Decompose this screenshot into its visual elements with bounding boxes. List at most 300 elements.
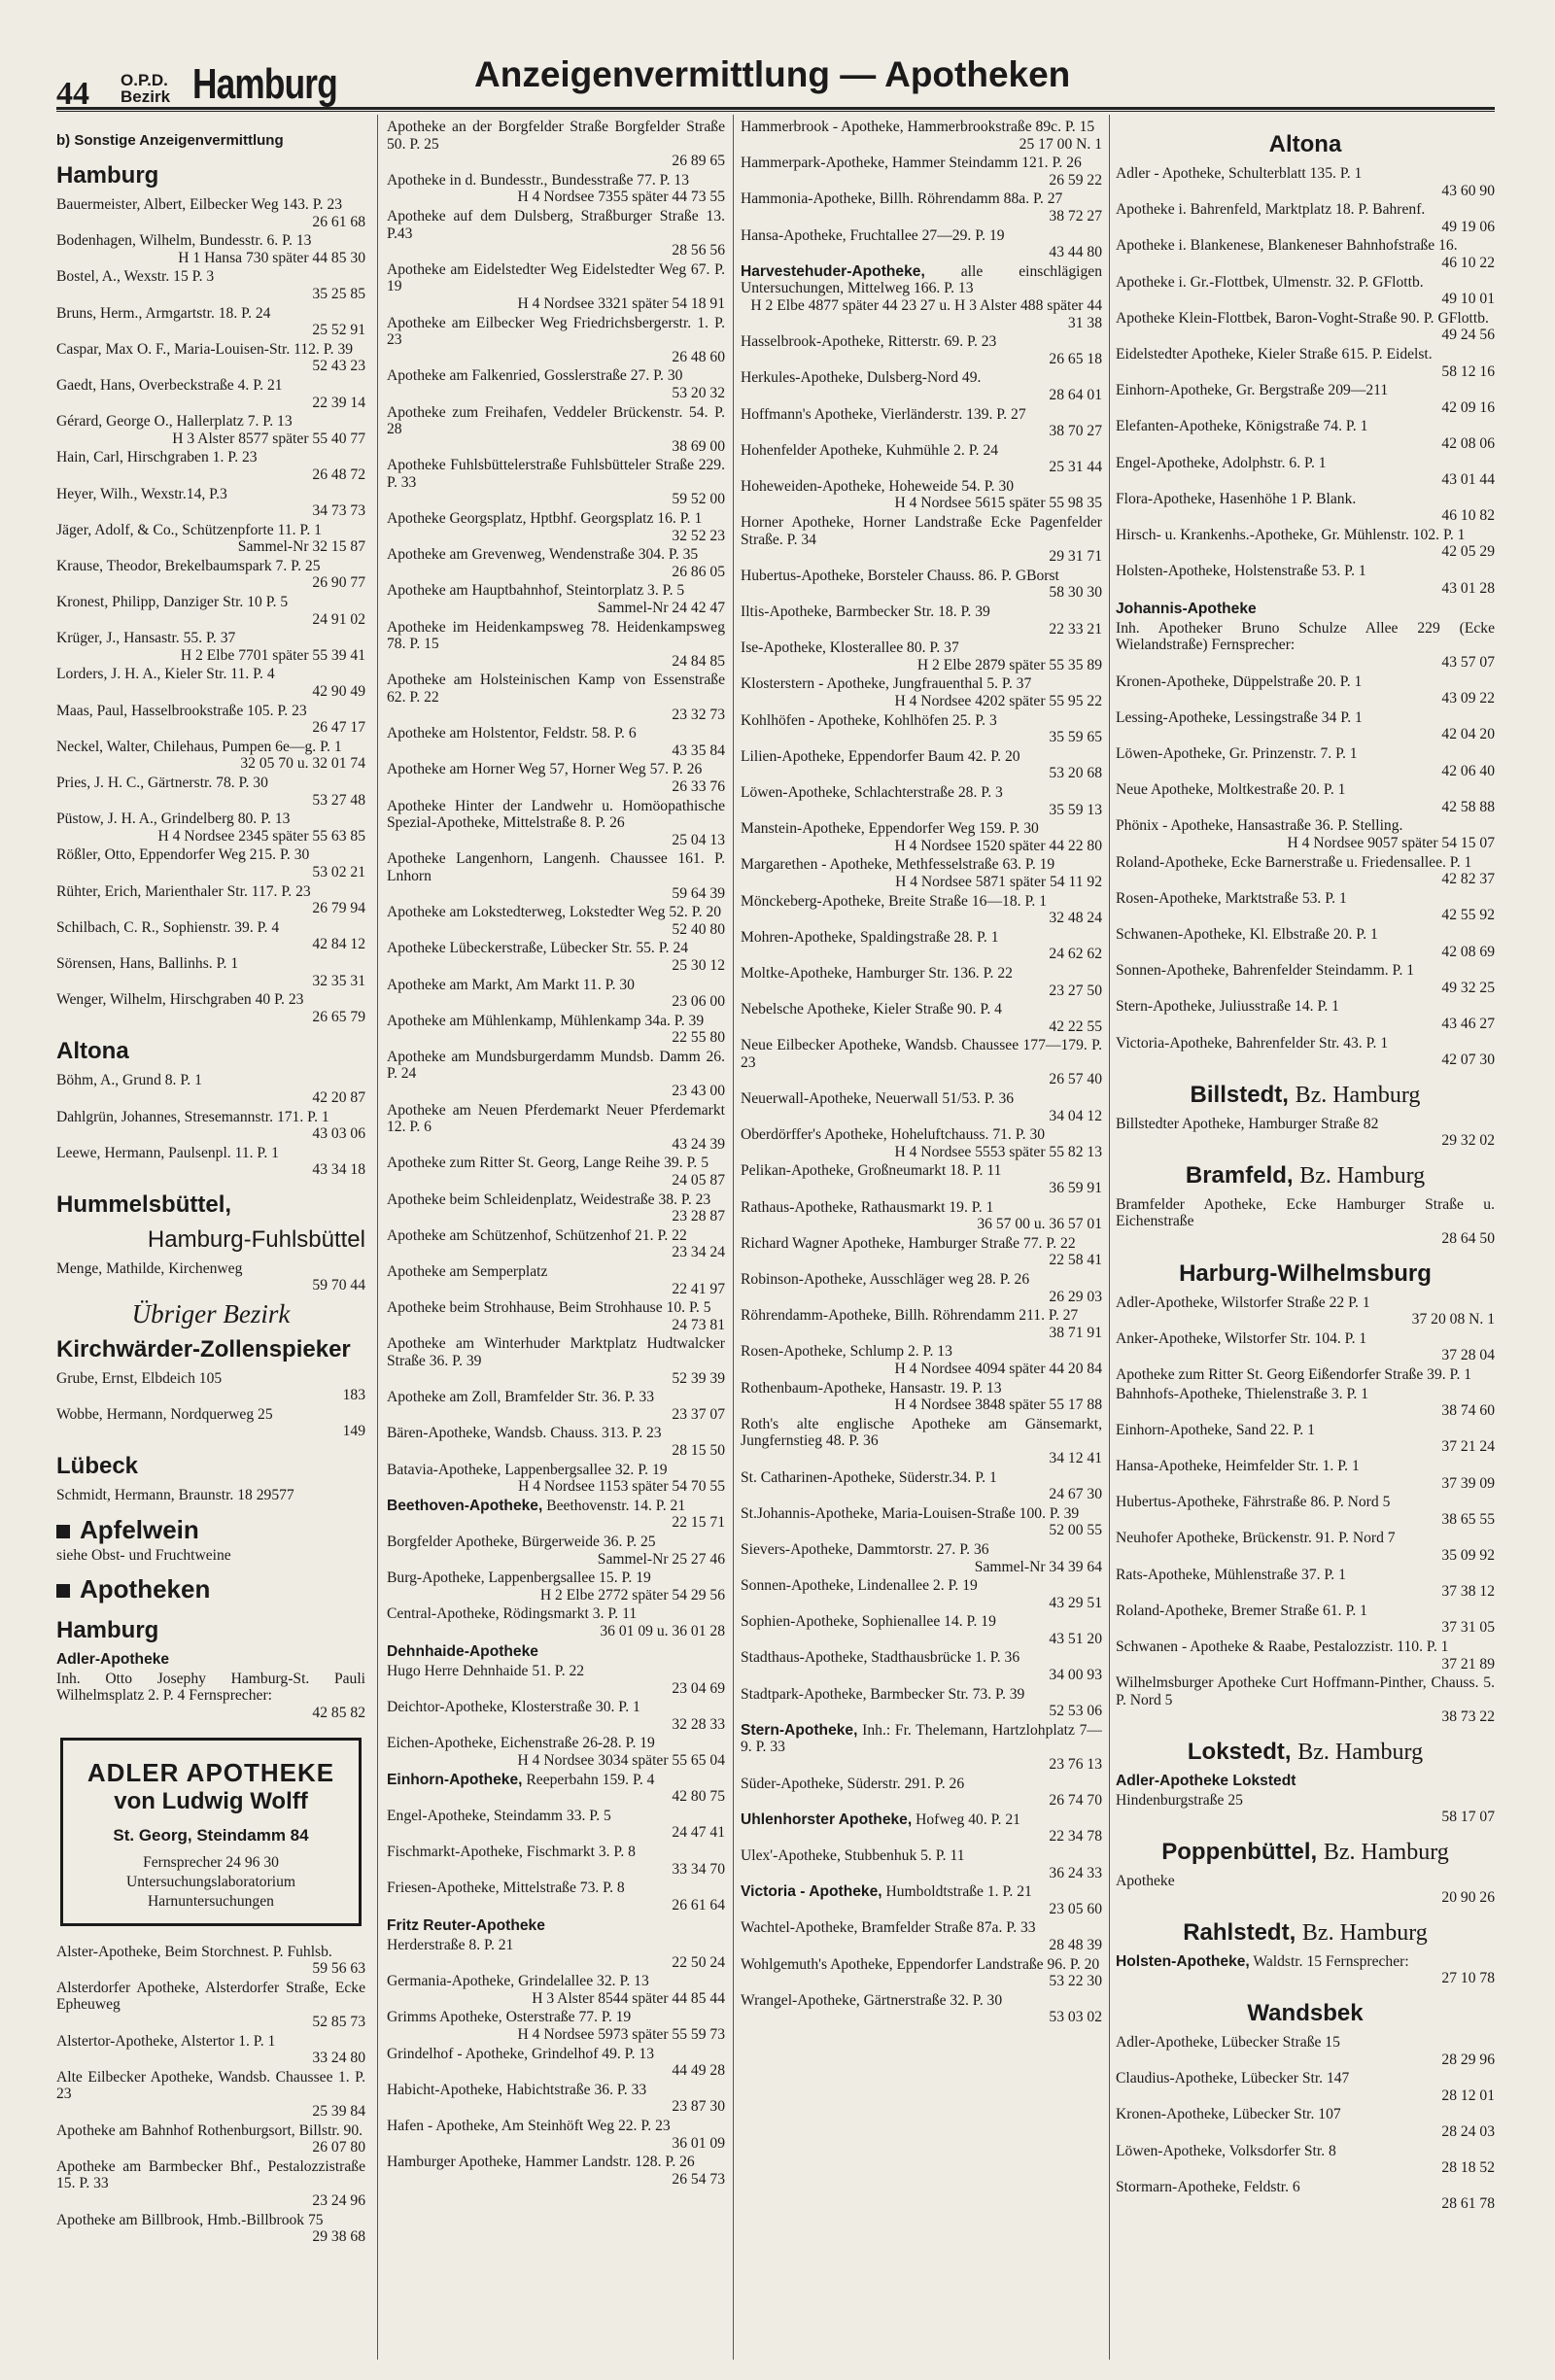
entry-text: Neue Apotheke, Moltkestraße 20. P. 1	[1116, 781, 1346, 799]
list-item	[387, 404, 725, 456]
entry-phone: 35 59 13	[1049, 801, 1102, 818]
entry-text: Wilhelmsburger Apotheke Curt Hoffmann-Pinther, Chauss. 5. P. Nord 5	[1116, 1674, 1495, 1708]
entry-phone: 36 24 33	[1049, 1864, 1102, 1881]
entry-phone: 26 65 79	[312, 1008, 365, 1025]
entry-phone: 59 56 63	[312, 1960, 365, 1978]
list-item	[56, 883, 365, 917]
entry-phone: 43 35 84	[672, 742, 725, 759]
entry-text: Apotheke am Eilbecker Weg Friedrichsbergerstr. 1. P. 23	[387, 314, 725, 349]
city-heading: Harburg-Wilhelmsburg	[1179, 1259, 1432, 1287]
list-item	[56, 196, 365, 230]
entry-text: Apotheke zum Ritter St. Georg Eißendorfer Straße 39. P. 1	[1116, 1366, 1472, 1384]
business-name: Dehnhaide-Apotheke	[387, 1643, 538, 1661]
entry-phone: 38 71 91	[1049, 1324, 1102, 1341]
entry-text: Apotheke im Heidenkampsweg 78. Heidenkampsweg 78. P. 15	[387, 618, 725, 653]
entry-phone: 42 08 06	[1441, 434, 1495, 452]
entry-phone: 24 47 41	[672, 1824, 725, 1842]
list-item	[1116, 563, 1495, 597]
entry-text: Hain, Carl, Hirschgraben 1. P. 23	[56, 449, 258, 466]
entry-phone: H 2 Elbe 2772 später 54 29 56	[539, 1586, 725, 1604]
list-item	[1116, 1953, 1495, 1987]
list-item	[56, 846, 365, 880]
entry-phone: 49 19 06	[1441, 218, 1495, 235]
list-item	[741, 478, 1102, 512]
header-rule	[56, 107, 1495, 110]
list-item	[56, 1145, 365, 1179]
entry-phone: H 4 Nordsee 7355 später 44 73 55	[517, 189, 725, 206]
entry-text: Habicht-Apotheke, Habichtstraße 36. P. 33	[387, 2081, 647, 2098]
entry-text: Apotheke Lübeckerstraße, Lübecker Str. 55. P. 24	[387, 940, 689, 957]
entry-phone: 43 34 18	[312, 1161, 365, 1179]
entry-text: Einhorn-Apotheke, Gr. Bergstraße 209—211	[1116, 382, 1389, 399]
entry-text: Hansa-Apotheke, Fruchtallee 27—29. P. 19	[741, 226, 1005, 244]
entry-text: Apotheke i. Bahrenfeld, Marktplatz 18. P. Bahrenf.	[1116, 201, 1426, 219]
entry-text: Deichtor-Apotheke, Klosterstraße 30. P. 1	[387, 1699, 640, 1716]
entry-text: Eidelstedter Apotheke, Kieler Straße 615. P. Eidelst.	[1116, 345, 1433, 362]
list-item	[741, 1776, 1102, 1810]
entry-text: alle einschlägigen Untersuchungen, Mittelweg 166. P. 13	[741, 262, 1102, 297]
list-item	[741, 1126, 1102, 1160]
entry-text: Hafen - Apotheke, Am Steinhöft Weg 22. P. 23	[387, 2117, 671, 2134]
entry-phone: 42 09 16	[1441, 398, 1495, 416]
list-item	[741, 1271, 1102, 1305]
city-name: Lokstedt,	[1187, 1738, 1292, 1765]
entry-text: Krause, Theodor, Brekelbaumspark 7. P. 25	[56, 557, 321, 574]
entry-name: Einhorn-Apotheke,	[387, 1771, 523, 1788]
entry-text: Apotheke	[1116, 1872, 1175, 1889]
entry-phone: 23 34 24	[672, 1244, 725, 1261]
entry-text: Phönix - Apotheke, Hansastraße 36. P. Stelling.	[1116, 817, 1403, 835]
entry-phone: 52 43 23	[312, 358, 365, 375]
entry-text: Schmidt, Hermann, Braunstr. 18 29577	[56, 1487, 294, 1504]
list-item	[1116, 781, 1495, 815]
list-item	[387, 619, 725, 671]
entry-text: Beethovenstr. 14. P. 21	[546, 1497, 686, 1514]
list-item	[1116, 962, 1495, 996]
list-item	[1116, 1366, 1495, 1384]
list-item	[1116, 418, 1495, 452]
entry-text: Bramfelder Apotheke, Ecke Hamburger Straße u. Eichenstraße	[1116, 1195, 1495, 1230]
list-item	[741, 965, 1102, 999]
entry-phone: 35 25 85	[312, 285, 365, 302]
list-item	[56, 558, 365, 592]
entry-text: Stern-Apotheke, Juliusstraße 14. P. 1	[1116, 998, 1339, 1016]
entry-phone: 24 73 81	[672, 1316, 725, 1333]
entry-phone: 42 04 20	[1441, 726, 1495, 743]
entry-text: Klosterstern - Apotheke, Jungfrauenthal 5. P. 37	[741, 675, 1032, 693]
entry-phone: 53 27 48	[312, 791, 365, 809]
entry-text: Kronen-Apotheke, Lübecker Str. 107	[1116, 2106, 1341, 2123]
entry-phone: 43 51 20	[1049, 1630, 1102, 1647]
entry-text: Herkules-Apotheke, Dulsberg-Nord 49.	[741, 369, 982, 387]
entry-text: Rothenbaum-Apotheke, Hansastr. 19. P. 13	[741, 1379, 1002, 1397]
entry-text: Burg-Apotheke, Lappenbergsallee 15. P. 19	[387, 1569, 651, 1587]
entry-text: Hasselbrook-Apotheke, Ritterstr. 69. P. 23	[741, 333, 997, 351]
column-2	[387, 119, 725, 2363]
entry-phone: H 2 Elbe 2879 später 55 35 89	[916, 656, 1102, 673]
entry-text: Kohlhöfen - Apotheke, Kohlhöfen 25. P. 3	[741, 711, 997, 729]
entry-phone: 26 65 18	[1049, 350, 1102, 367]
category-label: Apfelwein	[80, 1514, 199, 1544]
entry-phone: 35 59 65	[1049, 729, 1102, 746]
list-item	[1116, 1330, 1495, 1364]
list-item	[741, 1577, 1102, 1611]
list-item	[56, 1671, 365, 1722]
list-item	[741, 1380, 1102, 1414]
entry-phone: 35 09 92	[1441, 1546, 1495, 1564]
entry-phone: Sammel-Nr 25 27 46	[597, 1550, 725, 1568]
entry-text: Apotheke am Bahnhof Rothenburgsort, Billstr. 90.	[56, 2121, 363, 2139]
entry-text: Grimms Apotheke, Osterstraße 77. P. 19	[387, 2009, 632, 2026]
entry-phone: H 1 Hansa 730 später 44 85 30	[178, 249, 365, 266]
entry-text: Eichen-Apotheke, Eichenstraße 26-28. P. 19	[387, 1735, 655, 1752]
square-bullet-icon	[56, 1584, 70, 1598]
entry-text: Apotheke in d. Bundesstr., Bundesstraße 77. P. 13	[387, 171, 689, 189]
entry-phone: 36 01 09	[672, 2134, 725, 2152]
entry-phone: 23 43 00	[672, 1083, 725, 1100]
list-item	[1116, 998, 1495, 1032]
entry-phone: 33 34 70	[672, 1860, 725, 1878]
list-item	[56, 1944, 365, 1978]
list-item	[1116, 890, 1495, 924]
region-heading: Übriger Bezirk	[131, 1299, 291, 1329]
list-item	[741, 1090, 1102, 1124]
entry-phone: H 4 Nordsee 5615 später 55 98 35	[894, 495, 1102, 512]
entry-text: Engel-Apotheke, Adolphstr. 6. P. 1	[1116, 454, 1327, 471]
entry-phone: H 2 Elbe 7701 später 55 39 41	[180, 646, 365, 664]
entry-name: Harvestehuder-Apotheke,	[741, 262, 925, 280]
entry-text: Krüger, J., Hansastr. 55. P. 37	[56, 630, 236, 647]
city-district: Bz. Hamburg	[1295, 1082, 1421, 1108]
list-item	[1116, 1638, 1495, 1673]
entry-text: Kronen-Apotheke, Düppelstraße 20. P. 1	[1116, 673, 1363, 690]
entry-phone: 36 01 09 u. 36 01 28	[600, 1622, 725, 1639]
list-item	[741, 1722, 1102, 1774]
entry-text: Billstedter Apotheke, Hamburger Straße 82	[1116, 1115, 1379, 1132]
list-item	[1116, 1603, 1495, 1637]
entry-text: Hindenburgstraße 25	[1116, 1791, 1243, 1809]
entry-text: Elefanten-Apotheke, Königstraße 74. P. 1	[1116, 418, 1368, 435]
list-item	[56, 2212, 365, 2246]
entry-text: Wohlgemuth's Apotheke, Eppendorfer Landstraße 96. P. 20	[741, 1955, 1100, 1973]
entry-text: Hugo Herre Dehnhaide 51. P. 22	[387, 1663, 585, 1680]
entry-phone: 37 20 08 N. 1	[1411, 1311, 1495, 1328]
list-item	[387, 1569, 725, 1604]
city-heading: Hamburg	[56, 162, 159, 189]
list-item	[387, 1102, 725, 1154]
list-item	[387, 1880, 725, 1914]
entry-phone: 23 24 96	[312, 2191, 365, 2209]
list-item	[741, 675, 1102, 709]
list-item	[387, 2118, 725, 2152]
entry-phone: 37 21 24	[1441, 1438, 1495, 1456]
entry-phone: H 4 Nordsee 4094 später 44 20 84	[894, 1360, 1102, 1377]
list-item	[741, 333, 1102, 367]
city-heading	[1116, 1081, 1495, 1110]
city-name: Billstedt,	[1190, 1081, 1289, 1108]
entry-name: Beethoven-Apotheke,	[387, 1497, 543, 1514]
subsection-heading: b) Sonstige Anzeigenvermittlung	[56, 132, 284, 149]
list-item	[741, 1883, 1102, 1917]
list-item	[56, 522, 365, 556]
entry-phone: 44 49 28	[672, 2062, 725, 2080]
entry-phone: 22 39 14	[312, 394, 365, 411]
entry-phone: 32 05 70 u. 32 01 74	[240, 755, 365, 773]
list-item	[741, 227, 1102, 261]
list-item	[1116, 854, 1495, 888]
entry-text: Sievers-Apotheke, Dammtorstr. 27. P. 36	[741, 1540, 989, 1558]
entry-text: Kronest, Philipp, Danziger Str. 10 P. 5	[56, 594, 289, 611]
entry-text: Apotheke am Zoll, Bramfelder Str. 36. P. 33	[387, 1389, 655, 1406]
entry-text: Apotheke am Falkenried, Gosslerstraße 27. P. 30	[387, 367, 683, 385]
city-name: Poppenbüttel,	[1161, 1838, 1318, 1865]
list-item	[56, 2158, 365, 2210]
list-item	[1116, 310, 1495, 344]
list-item	[387, 367, 725, 401]
entry-phone: 46 10 22	[1441, 254, 1495, 271]
entry-phone: 22 50 24	[672, 1953, 725, 1971]
header-rule-thin	[56, 111, 1495, 112]
city-heading: Hamburg	[56, 1617, 159, 1644]
entry-text: Grindelhof - Apotheke, Grindelhof 49. P. 13	[387, 2045, 655, 2062]
entry-text: Hubertus-Apotheke, Borsteler Chauss. 86. P. GBorst	[741, 567, 1059, 584]
entry-text: Apotheke Langenhorn, Langenh. Chaussee 161. P. Lnhorn	[387, 850, 725, 884]
entry-phone: 28 64 50	[1441, 1230, 1495, 1248]
entry-text: Gérard, George O., Hallerplatz 7. P. 13	[56, 413, 293, 431]
list-item	[1116, 1196, 1495, 1248]
entry-phone: 32 48 24	[1049, 910, 1102, 927]
entry-text: Neckel, Walter, Chilehaus, Pumpen 6e—g. P. 1	[56, 738, 342, 755]
entry-phone: 28 56 56	[672, 242, 725, 259]
list-item	[741, 820, 1102, 854]
entry-phone: 29 32 02	[1441, 1132, 1495, 1150]
entry-text: Apotheke am Semperplatz	[387, 1263, 548, 1280]
entry-phone: 43 03 06	[312, 1125, 365, 1143]
column-4	[1116, 119, 1495, 2363]
list-item	[56, 2033, 365, 2067]
entry-text: Ulex'-Apotheke, Stubbenhuk 5. P. 11	[741, 1847, 965, 1864]
entry-phone: 26 47 17	[312, 719, 365, 737]
list-item	[741, 1037, 1102, 1088]
entry-text: Apotheke am Holstentor, Feldstr. 58. P. 6	[387, 725, 637, 742]
entry-phone: 24 05 87	[672, 1172, 725, 1190]
entry-phone: H 4 Nordsee 3034 später 55 65 04	[517, 1752, 725, 1770]
entry-text: Lilien-Apotheke, Eppendorfer Baum 42. P. 20	[741, 747, 1020, 765]
list-item	[1116, 1116, 1495, 1150]
entry-text: Wobbe, Hermann, Nordquerweg 25	[56, 1405, 273, 1423]
entry-text: Flora-Apotheke, Hasenhöhe 1 P. Blank.	[1116, 490, 1357, 507]
list-item	[56, 775, 365, 809]
list-item	[387, 1462, 725, 1496]
list-item	[741, 1162, 1102, 1196]
list-item	[741, 1001, 1102, 1035]
entry-phone: 26 48 72	[312, 466, 365, 483]
advertisement-box	[60, 1738, 362, 1926]
list-item	[1116, 1567, 1495, 1601]
list-item	[741, 893, 1102, 927]
entry-phone: 49 10 01	[1441, 291, 1495, 308]
entry-text: Einhorn-Apotheke, Sand 22. P. 1	[1116, 1421, 1315, 1438]
entry-text: Apotheke am Holsteinischen Kamp von Essenstraße 62. P. 22	[387, 672, 725, 706]
list-item	[741, 1416, 1102, 1467]
entry-text: Horner Apotheke, Horner Landstraße Ecke Pagenfelder Straße. P. 34	[741, 514, 1102, 548]
entry-phone: 26 61 68	[312, 213, 365, 230]
entry-phone: 53 02 21	[312, 863, 365, 880]
entry-name: Victoria - Apotheke,	[741, 1883, 882, 1901]
entry-text: Alster-Apotheke, Beim Storchnest. P. Fuhlsb.	[56, 1943, 332, 1960]
entry-text: Lessing-Apotheke, Lessingstraße 34 P. 1	[1116, 708, 1363, 726]
entry-phone: 46 10 82	[1441, 507, 1495, 525]
entry-phone: 26 74 70	[1049, 1792, 1102, 1810]
entry-phone: 23 27 50	[1049, 982, 1102, 999]
entry-text: Batavia-Apotheke, Lappenbergsallee 32. P. 19	[387, 1461, 668, 1478]
entry-phone: 25 04 13	[672, 831, 725, 848]
entry-text: Apotheke am Winterhuder Marktplatz Hudtwalcker Straße 36. P. 39	[387, 1335, 725, 1369]
entry-phone: 52 53 06	[1049, 1703, 1102, 1720]
list-item	[56, 1072, 365, 1106]
list-item	[741, 1811, 1102, 1845]
entry-phone: 42 85 82	[312, 1705, 365, 1721]
list-item	[1116, 709, 1495, 743]
entry-text: Hammerbrook - Apotheke, Hammerbrookstraße 89c. P. 15	[741, 119, 1095, 135]
entry-phone: 37 38 12	[1441, 1583, 1495, 1601]
list-item	[56, 666, 365, 700]
city-name: Rahlstedt,	[1183, 1918, 1296, 1946]
entry-phone: 32 35 31	[312, 972, 365, 989]
entry-phone: 43 01 28	[1441, 579, 1495, 597]
list-item	[1116, 1530, 1495, 1564]
entry-phone: 26 33 76	[672, 777, 725, 795]
entry-phone: 37 28 04	[1441, 1347, 1495, 1364]
ad-phone: Fernsprecher 24 96 30	[143, 1853, 279, 1871]
entry-text: Apotheke Fuhlsbüttelerstraße Fuhlsbütteler Straße 229. P. 33	[387, 457, 725, 491]
city-heading: Altona	[1268, 131, 1342, 157]
list-item	[741, 856, 1102, 890]
entry-text: Adler - Apotheke, Schulterblatt 135. P. 1	[1116, 165, 1363, 182]
entry-phone: 38 72 27	[1049, 207, 1102, 224]
entry-phone: 26 61 64	[672, 1896, 725, 1914]
entry-text: Apotheke am Schützenhof, Schützenhof 21. P. 22	[387, 1226, 687, 1244]
list-item	[1116, 1494, 1495, 1528]
entry-phone: H 4 Nordsee 3321 später 54 18 91	[517, 294, 725, 312]
ad-service: Untersuchungslaboratorium	[125, 1873, 296, 1890]
entry-phone: 22 41 97	[672, 1280, 725, 1297]
list-item	[1116, 745, 1495, 779]
entry-text: Caspar, Max O. F., Maria-Louisen-Str. 112. P. 39	[56, 340, 354, 358]
city-heading	[1116, 1161, 1495, 1190]
entry-text: Menge, Mathilde, Kirchenweg	[56, 1259, 243, 1277]
entry-text: Waldstr. 15 Fernsprecher:	[1253, 1952, 1409, 1970]
list-item	[741, 1992, 1102, 2026]
entry-phone: H 4 Nordsee 3848 später 55 17 88	[894, 1397, 1102, 1414]
list-item	[1116, 1422, 1495, 1456]
city-district: Bz. Hamburg	[1297, 1739, 1424, 1765]
entry-text: Püstow, J. H. A., Grindelberg 80. P. 13	[56, 811, 291, 828]
list-item	[387, 1973, 725, 2007]
entry-text: Apotheke Klein-Flottbek, Baron-Voght-Straße 90. P. GFlottb.	[1116, 309, 1489, 327]
entry-text: Sörensen, Hans, Ballinhs. P. 1	[56, 954, 239, 972]
entry-text: Apotheke am Horner Weg 57, Horner Weg 57. P. 26	[387, 761, 703, 778]
list-item	[1116, 274, 1495, 308]
entry-phone: 53 20 32	[672, 384, 725, 401]
entry-phone: H 4 Nordsee 1153 später 54 70 55	[518, 1478, 725, 1496]
entry-text: Bodenhagen, Wilhelm, Bundesstr. 6. P. 13	[56, 232, 312, 250]
entry-text: Leewe, Hermann, Paulsenpl. 11. P. 1	[56, 1144, 279, 1161]
entry-phone: 38 65 55	[1441, 1510, 1495, 1528]
list-item	[1116, 817, 1495, 851]
list-item	[387, 1299, 725, 1333]
business-name: Fritz Reuter-Apotheke	[387, 1917, 545, 1935]
list-item	[56, 268, 365, 302]
entry-text: Apotheke am Hauptbahnhof, Steintorplatz 3. P. 5	[387, 582, 685, 600]
entry-phone: 43 29 51	[1049, 1594, 1102, 1611]
entry-text: Neue Eilbecker Apotheke, Wandsb. Chaussee 177—179. P. 23	[741, 1037, 1102, 1071]
entry-phone: 26 86 05	[672, 563, 725, 580]
list-item	[387, 1699, 725, 1733]
list-item	[56, 991, 365, 1025]
entry-name: Uhlenhorster Apotheke,	[741, 1811, 913, 1828]
entry-text: Nebelsche Apotheke, Kieler Straße 90. P. 4	[741, 1001, 1002, 1018]
list-item	[387, 1772, 725, 1806]
entry-phone: 36 57 00 u. 36 57 01	[977, 1216, 1102, 1233]
entry-text: Holsten-Apotheke, Holstenstraße 53. P. 1	[1116, 563, 1366, 580]
list-item	[1116, 1873, 1495, 1907]
list-item	[387, 510, 725, 544]
entry-text: Victoria-Apotheke, Bahrenfelder Str. 43. P. 1	[1116, 1034, 1389, 1052]
entry-name: Stern-Apotheke,	[741, 1721, 858, 1739]
entry-phone: 28 18 52	[1441, 2159, 1495, 2177]
entry-phone: 28 15 50	[672, 1441, 725, 1459]
entry-phone: 23 87 30	[672, 2098, 725, 2116]
list-item	[56, 739, 365, 773]
list-item	[56, 811, 365, 845]
entry-phone: 37 39 09	[1441, 1474, 1495, 1492]
list-item	[1116, 2106, 1495, 2140]
entry-phone: 38 70 27	[1049, 423, 1102, 440]
list-item	[387, 546, 725, 580]
entry-text: Rosen-Apotheke, Marktstraße 53. P. 1	[1116, 889, 1347, 907]
entry-phone: 28 48 39	[1049, 1936, 1102, 1953]
entry-text: Apotheke am Mühlenkamp, Mühlenkamp 34a. P. 39	[387, 1012, 705, 1029]
entry-text: Apotheke am Markt, Am Markt 11. P. 30	[387, 976, 635, 993]
entry-text: Sonnen-Apotheke, Bahrenfelder Steindamm. P. 1	[1116, 962, 1415, 980]
entry-phone: 42 80 75	[672, 1788, 725, 1806]
list-item	[387, 2046, 725, 2080]
entry-phone: 25 30 12	[672, 956, 725, 974]
entry-phone: 22 33 21	[1049, 620, 1102, 638]
entry-text: Bruns, Herm., Armgartstr. 18. P. 24	[56, 304, 271, 322]
entry-text: Apotheke Hinter der Landwehr u. Homöopathische Spezial-Apotheke, Mittelstraße 8. P. 26	[387, 797, 725, 832]
city-heading: Hamburg-Fuhlsbüttel	[147, 1225, 365, 1253]
entry-phone: 24 91 02	[312, 610, 365, 628]
list-item	[56, 1487, 365, 1504]
entry-phone: 24 84 85	[672, 652, 725, 670]
entry-phone: 23 05 60	[1049, 1900, 1102, 1917]
entry-phone: 58 30 30	[1049, 584, 1102, 602]
list-item	[387, 1389, 725, 1423]
list-item	[387, 582, 725, 616]
list-item	[387, 940, 725, 974]
entry-phone: 23 06 00	[672, 993, 725, 1011]
entry-text: Inh. Otto Josephy Hamburg-St. Pauli Wilhelmsplatz 2. P. 4 Fernsprecher:	[56, 1670, 365, 1705]
entry-phone: 25 52 91	[312, 322, 365, 339]
list-item	[387, 1937, 725, 1971]
list-item	[387, 725, 725, 759]
entry-phone: 34 00 93	[1049, 1667, 1102, 1684]
entry-text: Hubertus-Apotheke, Fährstraße 86. P. Nord 5	[1116, 1494, 1391, 1511]
column-3	[741, 119, 1102, 2363]
entry-phone: 23 04 69	[672, 1679, 725, 1697]
